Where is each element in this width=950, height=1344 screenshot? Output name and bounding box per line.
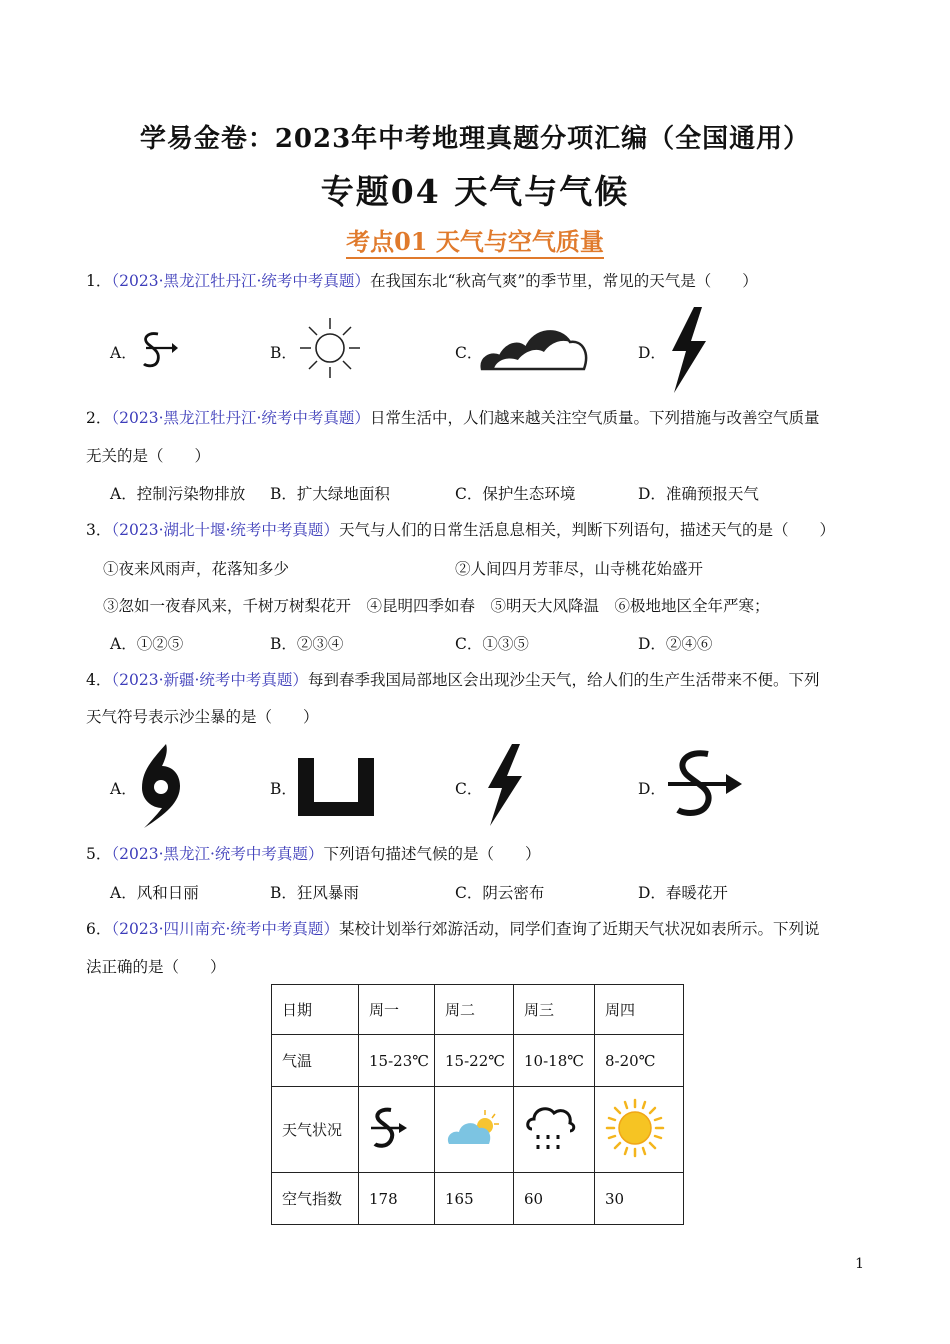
- sandstorm-symbol-icon: [666, 748, 744, 820]
- overcast-cloud-icon: [478, 324, 590, 374]
- question-stem: 某校计划举行郊游活动，同学们查询了近期天气状况如表所示。下列说: [338, 920, 820, 938]
- document-title: 学易金卷：2023年中考地理真题分项汇编（全国通用）: [139, 124, 811, 154]
- q1-option-a: A．: [110, 344, 137, 362]
- q2-option-b: B．扩大绿地面积: [270, 485, 390, 503]
- table-cell: [435, 1087, 514, 1173]
- q2-option-c: C．保护生态环境: [455, 485, 576, 503]
- thunder-icon: [482, 742, 526, 828]
- q4-option-b: B．: [270, 780, 297, 798]
- question-stem: 下列语句描述气候的是（ ）: [323, 845, 541, 863]
- question-source: （2023·黑龙江牡丹江·统考中考真题）: [111, 272, 370, 290]
- question-2-stem-cont: 无关的是（ ）: [86, 447, 211, 465]
- table-header-cell: 周一: [359, 985, 435, 1035]
- q3-option-c: C．①③⑤: [455, 635, 529, 653]
- q3-option-b: B．②③④: [270, 635, 344, 653]
- table-row-label: 气温: [272, 1035, 359, 1087]
- table-row: [272, 1173, 684, 1225]
- document-subtitle: 专题04 天气与气候: [320, 172, 630, 211]
- table-cell: 165: [435, 1173, 514, 1225]
- q5-option-c: C．阴云密布: [455, 884, 545, 902]
- table-cell: 178: [359, 1173, 435, 1225]
- sunny-icon: [605, 1098, 665, 1158]
- q2-option-a: A．控制污染物排放: [110, 485, 246, 503]
- question-stem: 每到春季我国局部地区会出现沙尘天气，给人们的生产生活带来不便。下列: [307, 671, 820, 689]
- table-row: [272, 1035, 684, 1087]
- page-number: 1: [855, 1256, 864, 1272]
- question-stem: 在我国东北“秋高气爽”的季节里，常见的天气是（ ）: [369, 272, 758, 290]
- section-heading-text: 考点01 天气与空气质量: [346, 227, 604, 259]
- question-6-stem-cont: 法正确的是（ ）: [86, 958, 226, 976]
- question-source: （2023·黑龙江·统考中考真题）: [111, 845, 324, 863]
- question-number: 5．: [86, 845, 112, 863]
- question-source: （2023·黑龙江牡丹江·统考中考真题）: [111, 409, 370, 427]
- table-header-cell: 周三: [514, 985, 595, 1035]
- table-header-cell: 周四: [595, 985, 684, 1035]
- q1-option-d: D．: [638, 344, 666, 362]
- q4-option-a: A．: [110, 780, 137, 798]
- table-cell: [359, 1087, 435, 1173]
- q5-option-d: D．春暖花开: [638, 884, 728, 902]
- table-cell: 30: [595, 1173, 684, 1225]
- question-stem: 天气与人们的日常生活息息相关，判断下列语句，描述天气的是（ ）: [338, 521, 835, 539]
- q5-option-a: A．风和日丽: [110, 884, 199, 902]
- question-5: [86, 843, 540, 865]
- q3-option-d: D．②④⑥: [638, 635, 713, 653]
- question-6: [86, 918, 819, 940]
- question-number: 3．: [86, 521, 112, 539]
- question-3: [86, 519, 835, 541]
- table-cell: [595, 1087, 684, 1173]
- question-1: [86, 270, 758, 292]
- q3-option-a: A．①②⑤: [110, 635, 184, 653]
- q3-statement-2: ②人间四月芳菲尽，山寺桃花始盛开: [455, 560, 704, 578]
- table-row-label: 天气状况: [272, 1087, 359, 1173]
- table-cell: 8-20℃: [595, 1035, 684, 1087]
- cloudy-sun-icon: [445, 1108, 503, 1148]
- table-row: [272, 1087, 684, 1173]
- q3-statements-3-6: ③忽如一夜春风来，千树万树梨花开 ④昆明四季如春 ⑤明天大风降温 ⑥极地地区全年严寒；: [103, 597, 770, 615]
- table-cell: [514, 1087, 595, 1173]
- q3-statement-1: ①夜来风雨声，花落知多少: [103, 560, 290, 578]
- question-4-stem-cont: 天气符号表示沙尘暴的是（ ）: [86, 708, 319, 726]
- table-cell: 60: [514, 1173, 595, 1225]
- weather-table: [271, 984, 684, 1225]
- table-row: [272, 985, 684, 1035]
- q4-option-c: C．: [455, 780, 483, 798]
- sandstorm-symbol-icon: [136, 328, 180, 372]
- question-4: [86, 669, 819, 691]
- table-row-label: 空气指数: [272, 1173, 359, 1225]
- table-cell: 10-18℃: [514, 1035, 595, 1087]
- question-source: （2023·新疆·统考中考真题）: [111, 671, 308, 689]
- sun-outline-icon: [298, 316, 362, 380]
- table-header-cell: 周二: [435, 985, 514, 1035]
- rain-cloud-icon: [524, 1101, 576, 1155]
- q1-option-b: B．: [270, 344, 297, 362]
- q4-option-d: D．: [638, 780, 666, 798]
- table-header-cell: 日期: [272, 985, 359, 1035]
- table-cell: 15-22℃: [435, 1035, 514, 1087]
- question-source: （2023·湖北十堰·统考中考真题）: [111, 521, 339, 539]
- question-number: 4．: [86, 671, 112, 689]
- question-stem: 日常生活中，人们越来越关注空气质量。下列措施与改善空气质量: [369, 409, 820, 427]
- q1-option-c: C．: [455, 344, 483, 362]
- sandstorm-icon: [369, 1106, 409, 1150]
- typhoon-icon: [136, 742, 186, 830]
- question-number: 2．: [86, 409, 112, 427]
- q2-option-d: D．准确预报天气: [638, 485, 759, 503]
- thunder-icon: [668, 305, 708, 395]
- section-heading: [0, 222, 950, 257]
- table-cell: 15-23℃: [359, 1035, 435, 1087]
- question-2: [86, 407, 819, 429]
- fog-bracket-icon: [296, 756, 376, 818]
- q5-option-b: B．狂风暴雨: [270, 884, 359, 902]
- question-source: （2023·四川南充·统考中考真题）: [111, 920, 339, 938]
- question-number: 1．: [86, 272, 112, 290]
- question-number: 6．: [86, 920, 112, 938]
